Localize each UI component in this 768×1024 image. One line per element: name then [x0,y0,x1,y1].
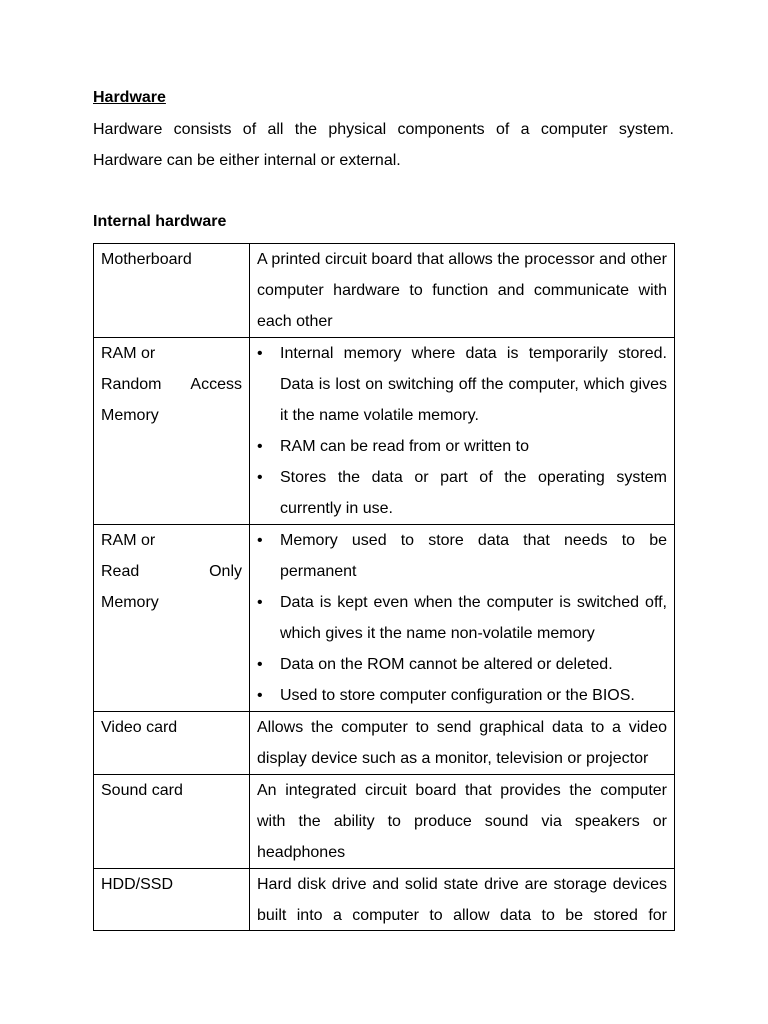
table-row [94,525,675,712]
table-row [94,775,675,869]
component-description [250,869,675,931]
bullet-item: • Internal memory where data is temporarily stored. Data is lost on switching off the computer, which gives it the name volatile memory. [257,338,667,431]
bullet-item: • RAM can be read from or written to [257,431,667,462]
table-row [94,338,675,525]
component-description-text: Hard disk drive and solid state drive are storage devices built into a computer to allow data to be stored for [257,876,667,924]
bullet-item: • Used to store computer configuration or the BIOS. [257,680,667,711]
component-name: HDD/SSD [94,869,250,931]
component-name: Video card [94,712,250,775]
component-name-line: Random Access [101,376,242,393]
internal-hardware-table [93,243,675,931]
table-row [94,244,675,338]
component-description: A printed circuit board that allows the processor and other computer hardware to function and communicate with each other [250,244,675,338]
bullet-item: • Stores the data or part of the operating system currently in use. [257,462,667,524]
component-description: An integrated circuit board that provides the computer with the ability to produce sound via speakers or headphones [250,775,675,869]
component-name [94,338,250,525]
page-heading: Hardware [93,89,166,106]
component-description: Allows the computer to send graphical data to a video display device such as a monitor, television or projector [250,712,675,775]
bullet-list [257,525,667,711]
table-row [94,712,675,775]
bullet-item: • Data on the ROM cannot be altered or deleted. [257,649,667,680]
component-name-line: RAM or [101,345,156,362]
bullet-item: • Data is kept even when the computer is switched off, which gives it the name non-volatile memory [257,587,667,649]
component-description [250,338,675,525]
component-name: Motherboard [94,244,250,338]
component-name-line: Memory [101,407,159,424]
component-description [250,525,675,712]
component-name [94,525,250,712]
component-name-line: Read Only [101,563,242,580]
table-row [94,869,675,931]
component-name-line: Memory [101,594,159,611]
intro-paragraph: Hardware consists of all the physical components of a computer system. Hardware can be either internal or external. [93,121,674,169]
component-name-line: RAM or [101,532,156,549]
bullet-item: • Memory used to store data that needs to be permanent [257,525,667,587]
section-subheading: Internal hardware [93,213,227,230]
bullet-list [257,338,667,524]
component-name: Sound card [94,775,250,869]
